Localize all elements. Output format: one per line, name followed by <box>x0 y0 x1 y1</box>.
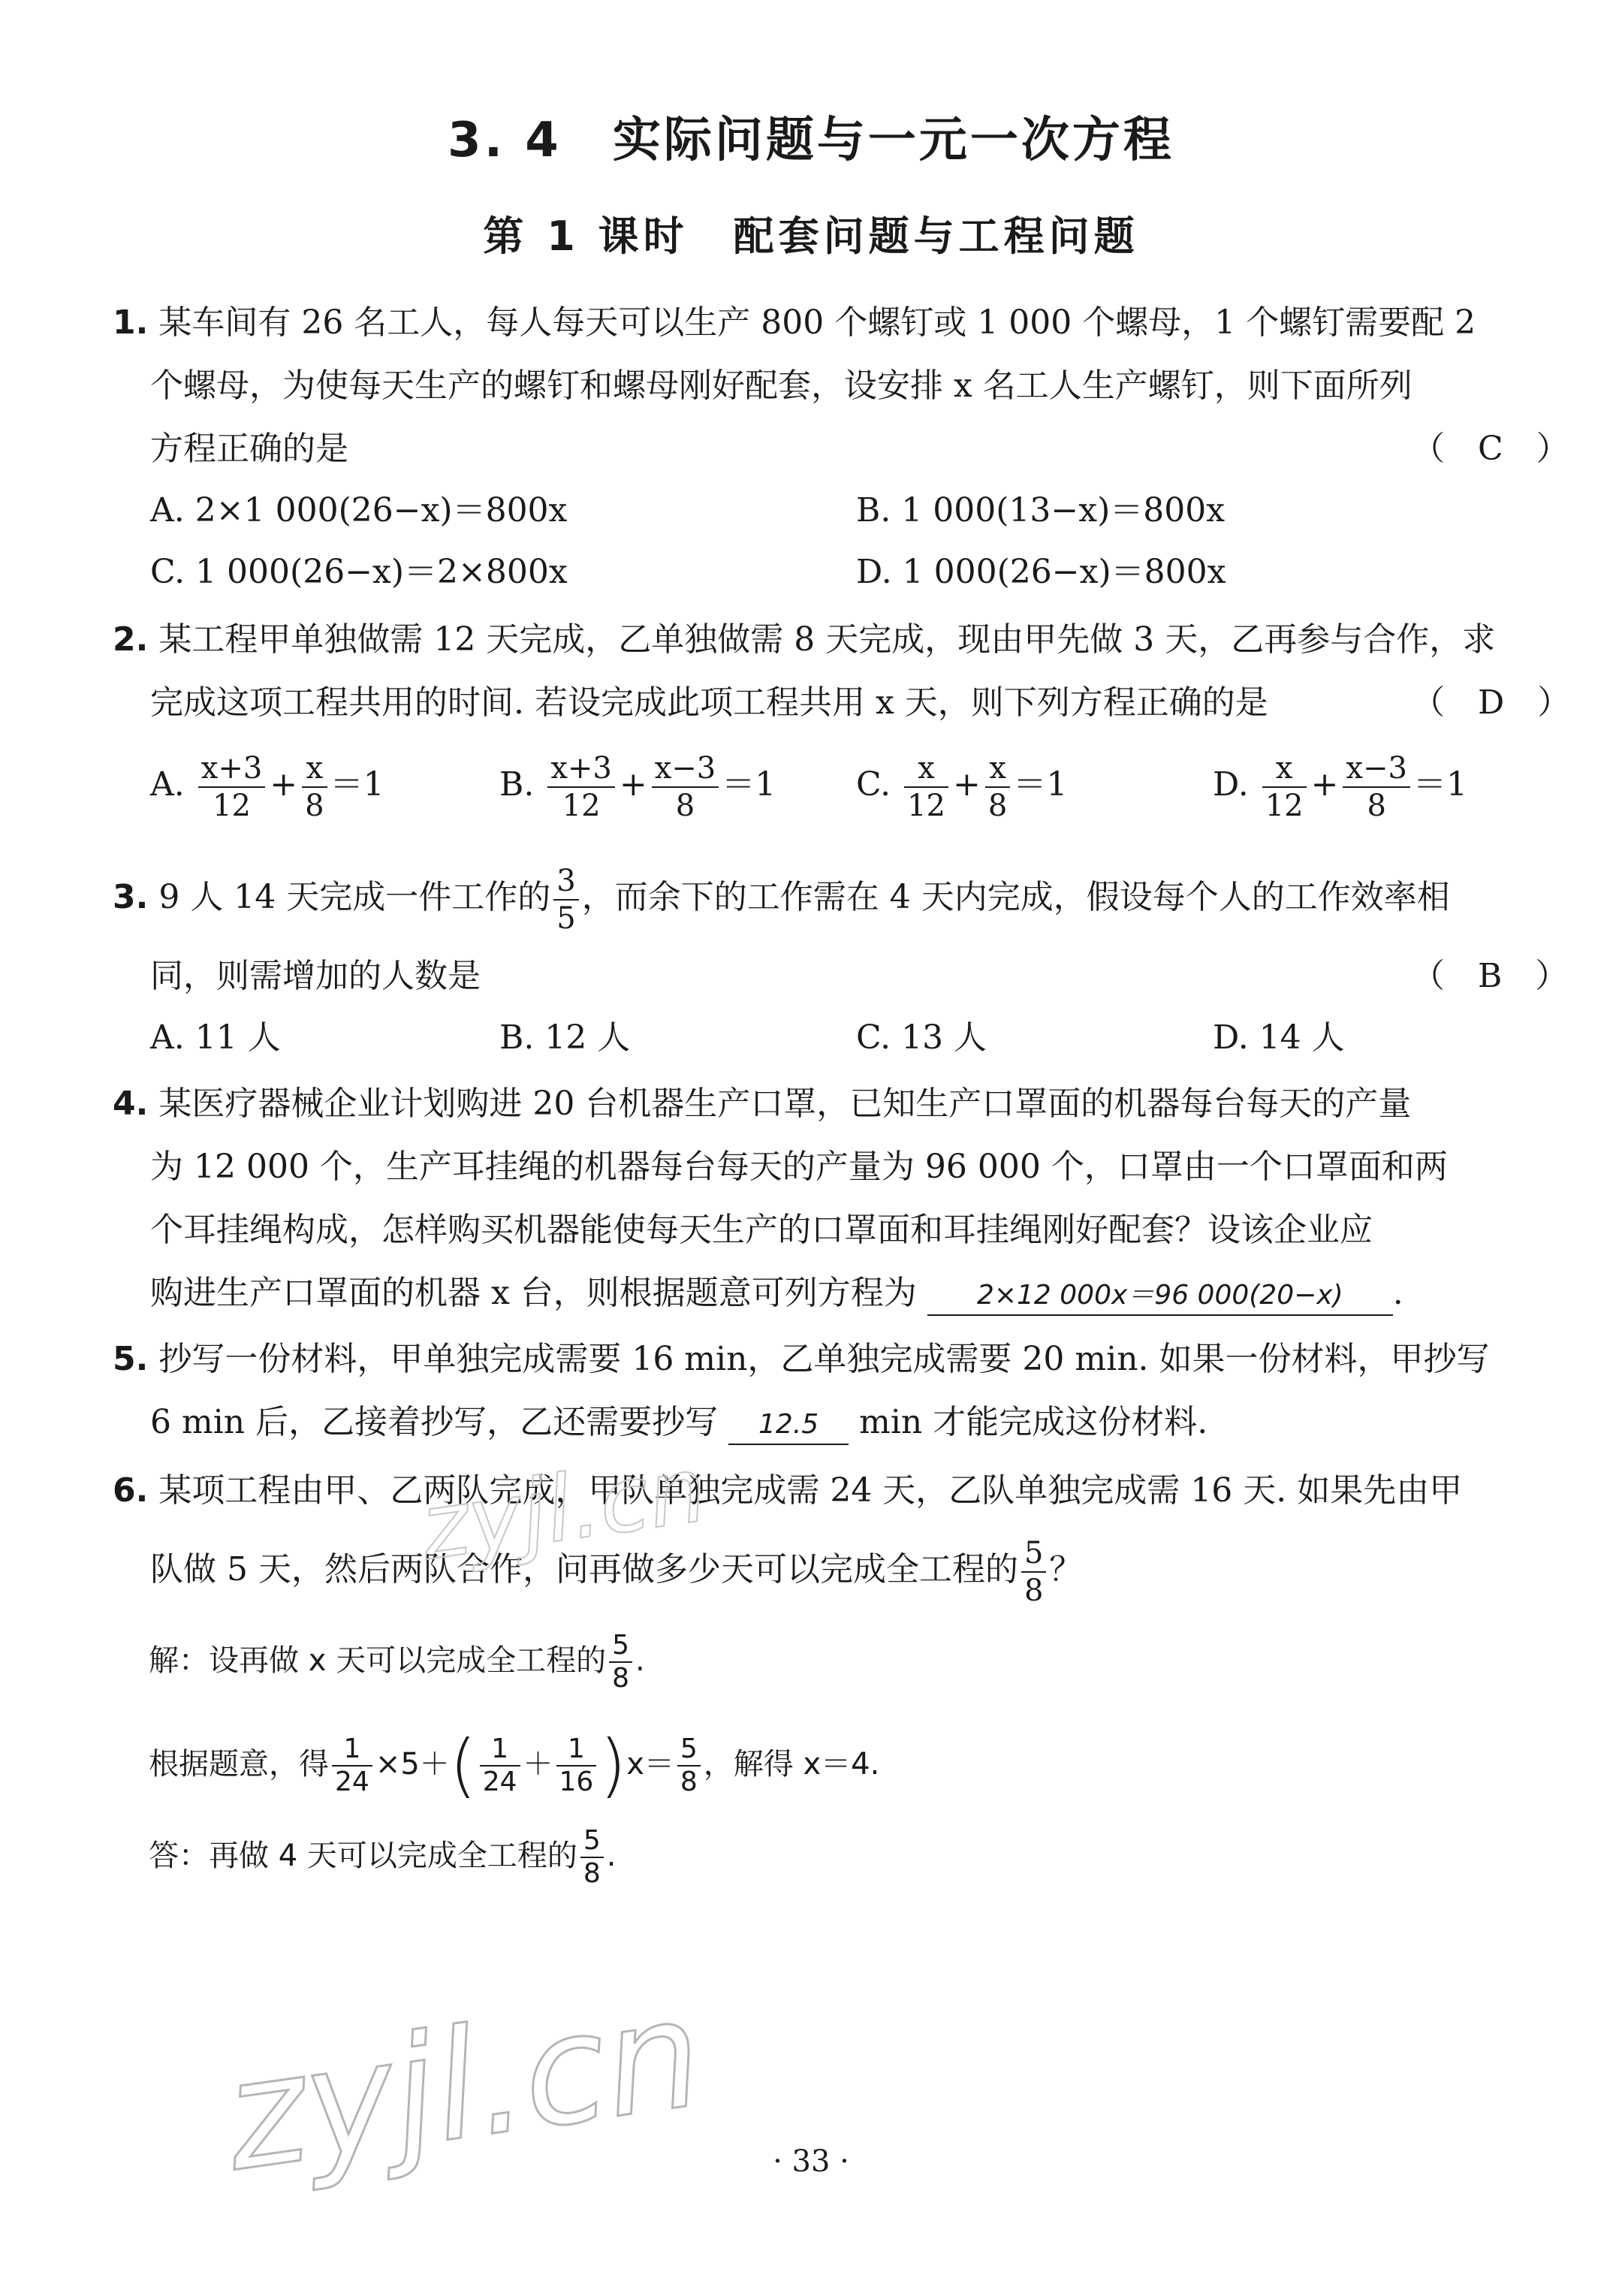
fraction: $\frac{x+3}{12}$ <box>547 750 615 824</box>
q3-text-1a: 9 人 14 天完成一件工作的 <box>158 878 551 916</box>
fraction: $\frac{5}{8}$ <box>677 1733 701 1798</box>
page-number: · 33 · <box>773 2144 849 2179</box>
q6-number: 6. <box>113 1471 149 1510</box>
q1-option-a: A. 2×1 000(26−x)＝800x <box>150 491 568 529</box>
q5-text-2a: 6 min 后，乙接着抄写，乙还需要抄写 <box>150 1403 719 1441</box>
q6-text-2b: ？ <box>1049 1550 1083 1588</box>
q6-text-1: 某项工程由甲、乙两队完成，甲队单独完成需 24 天，乙队单独完成需 16 天. 如果先由甲 <box>158 1471 1463 1510</box>
fraction: $\frac{5}{8}$ <box>1021 1535 1046 1609</box>
q3-number: 3. <box>113 878 149 916</box>
section-title: 3. 4 实际问题与一元一次方程 <box>448 113 1174 168</box>
q2-number: 2. <box>113 620 149 659</box>
q2-option-b-label: B. <box>499 765 535 804</box>
q5-number: 5. <box>113 1340 149 1378</box>
q4-period: . <box>1392 1274 1403 1312</box>
q2-option-d-label: D. <box>1213 765 1249 804</box>
fraction: $\frac{x+3}{12}$ <box>198 750 266 824</box>
watermark-large: zyjl.cn <box>215 1965 712 2206</box>
fraction: $\frac{x-3}{8}$ <box>652 750 719 824</box>
q2-answer: （ D ） <box>1412 683 1571 722</box>
q5-text-2b: min 才能完成这份材料. <box>859 1403 1208 1441</box>
q1-text-2: 个螺母，为使每天生产的螺钉和螺母刚好配套，设安排 x 名工人生产螺钉，则下面所列 <box>150 367 1412 405</box>
q2-text-2: 完成这项工程共用的时间. 若设完成此项工程共用 x 天，则下列方程正确的是 <box>150 683 1268 722</box>
q2-option-c: C. $\frac{x}{12}$ + $\frac{x}{8}$ ＝1 <box>856 750 1068 823</box>
q1-text-1: 某车间有 26 名工人，每人每天可以生产 800 个螺钉或 1 000 个螺母，1 个螺钉需要配 2 <box>158 303 1476 342</box>
q3-line-1 <box>113 856 1450 939</box>
q1-option-d: D. 1 000(26−x)＝800x <box>856 553 1226 591</box>
lesson-title: 第 1 课时 配套问题与工程问题 <box>483 213 1139 260</box>
q2-option-d: D. $\frac{x}{12}$ + $\frac{x-3}{8}$ ＝1 <box>1213 750 1468 823</box>
fraction: $\frac{x}{12}$ <box>1262 750 1307 824</box>
q3-text-1b: ，而余下的工作需在 4 天内完成，假设每个人的工作效率相 <box>581 878 1450 916</box>
q5-line-2 <box>150 1400 1207 1445</box>
watermark-small: zyjl.cn <box>415 1438 713 1581</box>
q3-option-b: B. 12 人 <box>499 1018 631 1057</box>
q4-text-2: 为 12 000 个，生产耳挂绳的机器每台每天的产量为 96 000 个，口罩由一个口罩面和两 <box>150 1148 1448 1186</box>
q1-option-b: B. 1 000(13−x)＝800x <box>856 491 1226 529</box>
q1-option-c: C. 1 000(26−x)＝2×800x <box>150 553 568 591</box>
q1-answer: （ C ） <box>1412 430 1569 468</box>
q1-line-1 <box>113 300 1476 345</box>
q5-line-1 <box>113 1337 1490 1382</box>
fraction: $\frac{x}{12}$ <box>904 750 948 824</box>
solution-line-1: 解：设再做 x 天可以完成全工程的 $\frac{5}{8}$ . <box>149 1630 645 1694</box>
q2-option-b: B. $\frac{x+3}{12}$ + $\frac{x-3}{8}$ ＝1 <box>499 750 776 823</box>
q4-line-1 <box>113 1082 1411 1127</box>
q2-option-a: A. $\frac{x+3}{12}$ + $\frac{x}{8}$ ＝1 <box>150 750 384 823</box>
q3-text-2: 同，则需增加的人数是 <box>150 957 481 995</box>
fraction: $\frac{3}{5}$ <box>553 863 578 937</box>
fraction: $\frac{x}{8}$ <box>302 750 327 824</box>
q4-text-3: 个耳挂绳构成，怎样购买机器能使每天生产的口罩面和耳挂绳刚好配套？设该企业应 <box>150 1211 1373 1249</box>
fraction: $\frac{x-3}{8}$ <box>1343 750 1410 824</box>
q2-text-1: 某工程甲单独做需 12 天完成，乙单独做需 8 天完成，现由甲先做 3 天，乙再参与合作，求 <box>158 620 1496 659</box>
fraction: $\frac{1}{24}$ <box>480 1733 520 1798</box>
fraction: $\frac{5}{8}$ <box>580 1825 604 1890</box>
q2-line-1 <box>113 617 1495 662</box>
left-paren: ( <box>449 1725 477 1806</box>
fraction: $\frac{1}{24}$ <box>332 1733 372 1798</box>
q1-number: 1. <box>113 303 149 342</box>
q6-text-2a: 队做 5 天，然后两队合作，问再做多少天可以完成全工程的 <box>150 1550 1018 1588</box>
q5-answer-blank[interactable]: 12.5 <box>728 1406 849 1445</box>
fraction: $\frac{x}{8}$ <box>985 750 1010 824</box>
q5-text-1: 抄写一份材料，甲单独完成需要 16 min，乙单独完成需要 20 min. 如果一份材料，甲抄写 <box>158 1340 1490 1378</box>
solution-line-3: 答：再做 4 天可以完成全工程的 $\frac{5}{8}$ . <box>149 1825 617 1889</box>
q2-option-c-label: C. <box>856 765 891 804</box>
fraction: $\frac{1}{16}$ <box>556 1733 597 1798</box>
q3-option-a: A. 11 人 <box>150 1018 281 1057</box>
q4-text-1: 某医疗器械企业计划购进 20 台机器生产口罩，已知生产口罩面的机器每台每天的产量 <box>158 1085 1412 1123</box>
q4-answer-blank[interactable]: 2×12 000x＝96 000(20−x) <box>927 1277 1393 1316</box>
q4-line-4 <box>150 1271 1403 1316</box>
q6-line-1 <box>113 1468 1462 1513</box>
solution-line-2: 根据题意，得 $\frac{1}{24}$ ×5＋( $\frac{1}{24}$ ＋ $\frac{1}{16}$ )x＝ $\frac{5}{8}$ ，解得 x＝4. <box>149 1725 880 1806</box>
q1-text-3: 方程正确的是 <box>150 430 348 468</box>
right-paren: ) <box>599 1725 627 1806</box>
q3-option-d: D. 14 人 <box>1213 1018 1345 1057</box>
q3-answer: （ B ） <box>1412 957 1569 995</box>
q2-option-a-label: A. <box>150 765 185 804</box>
q4-text-4: 购进生产口罩面的机器 x 台，则根据题意可列方程为 <box>150 1274 917 1312</box>
fraction: $\frac{5}{8}$ <box>609 1630 632 1694</box>
q4-number: 4. <box>113 1085 149 1123</box>
q3-option-c: C. 13 人 <box>856 1018 987 1057</box>
